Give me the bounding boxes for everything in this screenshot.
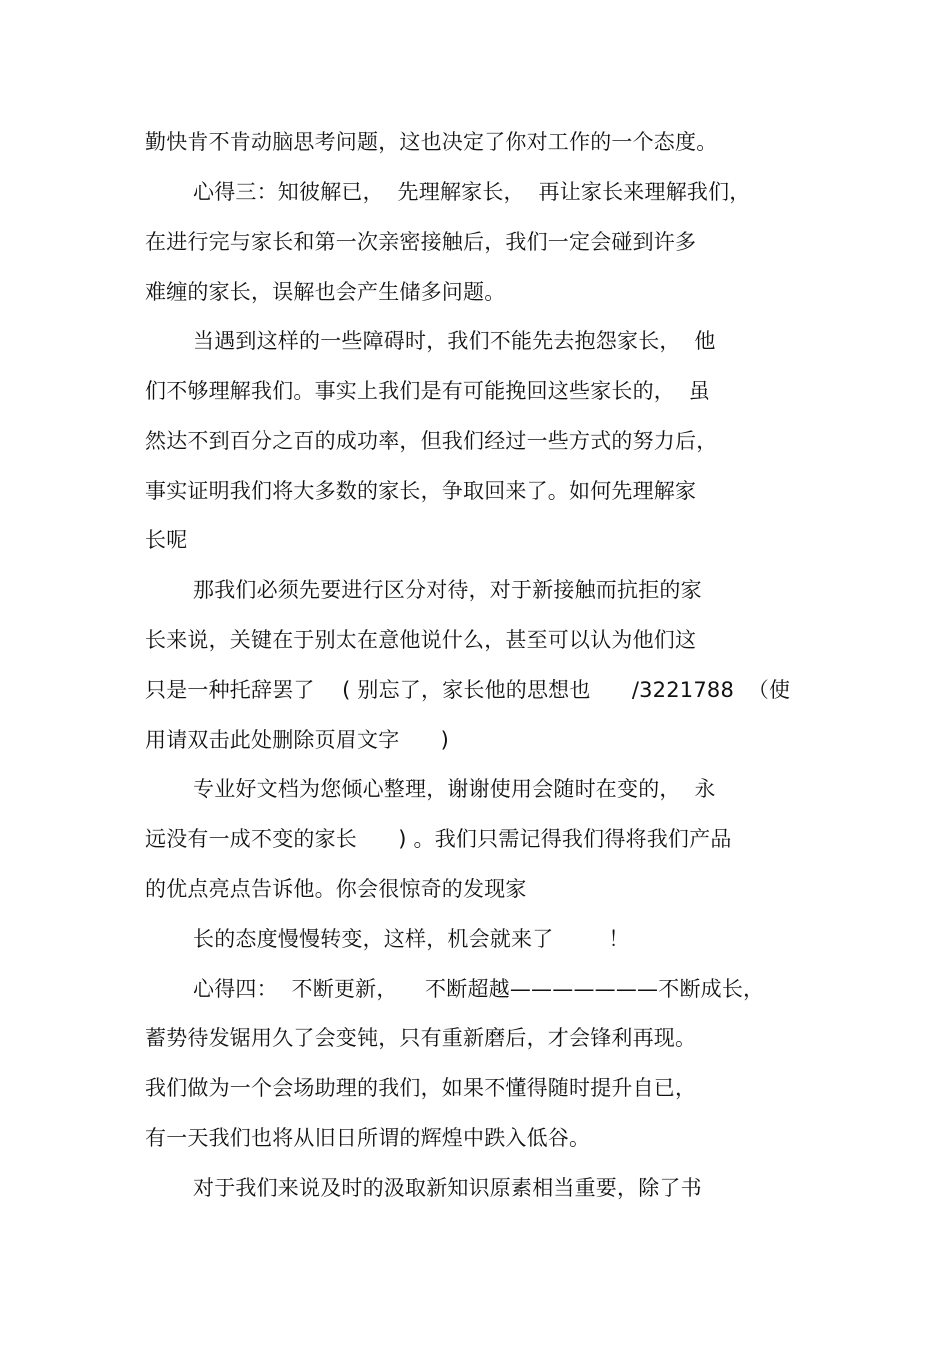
text-line: 远没有一成不变的家长 ) 。我们只需记得我们得将我们产品 bbox=[145, 827, 732, 851]
text-line: 的优点亮点告诉他。你会很惊奇的发现家 bbox=[145, 877, 527, 901]
text-line: 长来说，关键在于别太在意他说什么，甚至可以认为他们这 bbox=[145, 628, 697, 652]
text-line: 在进行完与家长和第一次亲密接触后，我们一定会碰到许多 bbox=[145, 230, 697, 254]
text-line: 难缠的家长，误解也会产生储多问题。 bbox=[145, 280, 506, 304]
text-line: 长的态度慢慢转变，这样，机会就来了 ！ bbox=[193, 927, 630, 951]
text-line: 们不够理解我们。事实上我们是有可能挽回这些家长的， 虽 bbox=[145, 379, 710, 403]
text-line: 然达不到百分之百的成功率，但我们经过一些方式的努力后， bbox=[145, 429, 718, 453]
text-line: 蓄势待发锯用久了会变钝，只有重新磨后，才会锋利再现。 bbox=[145, 1026, 697, 1050]
text-line: 对于我们来说及时的汲取新知识原素相当重要，除了书 bbox=[193, 1176, 702, 1200]
text-line: 勤快肯不肯动脑思考问题，这也决定了你对工作的一个态度。 bbox=[145, 130, 718, 154]
text-line: 专业好文档为您倾心整理，谢谢使用会随时在变的， 永 bbox=[193, 777, 716, 801]
text-line: 事实证明我们将大多数的家长，争取回来了。如何先理解家 bbox=[145, 479, 697, 503]
text-line: 有一天我们也将从旧日所谓的辉煌中跌入低谷。 bbox=[145, 1126, 591, 1150]
text-line: 只是一种托辞罢了 ( 别忘了，家长他的思想也 /3221788 （使 bbox=[145, 678, 791, 702]
text-line: 长呢 bbox=[145, 528, 188, 552]
text-line: 当遇到这样的一些障碍时，我们不能先去抱怨家长， 他 bbox=[193, 329, 716, 353]
text-line: 心得三：知彼解已， 先理解家长， 再让家长来理解我们， bbox=[193, 180, 751, 204]
text-line: 用请双击此处删除页眉文字 ) bbox=[145, 728, 450, 752]
text-line: 我们做为一个会场助理的我们，如果不懂得随时提升自已， bbox=[145, 1076, 697, 1100]
text-line: 心得四： 不断更新， 不断超越———————不断成长， bbox=[193, 977, 765, 1001]
text-line: 那我们必须先要进行区分对待，对于新接触而抗拒的家 bbox=[193, 578, 702, 602]
